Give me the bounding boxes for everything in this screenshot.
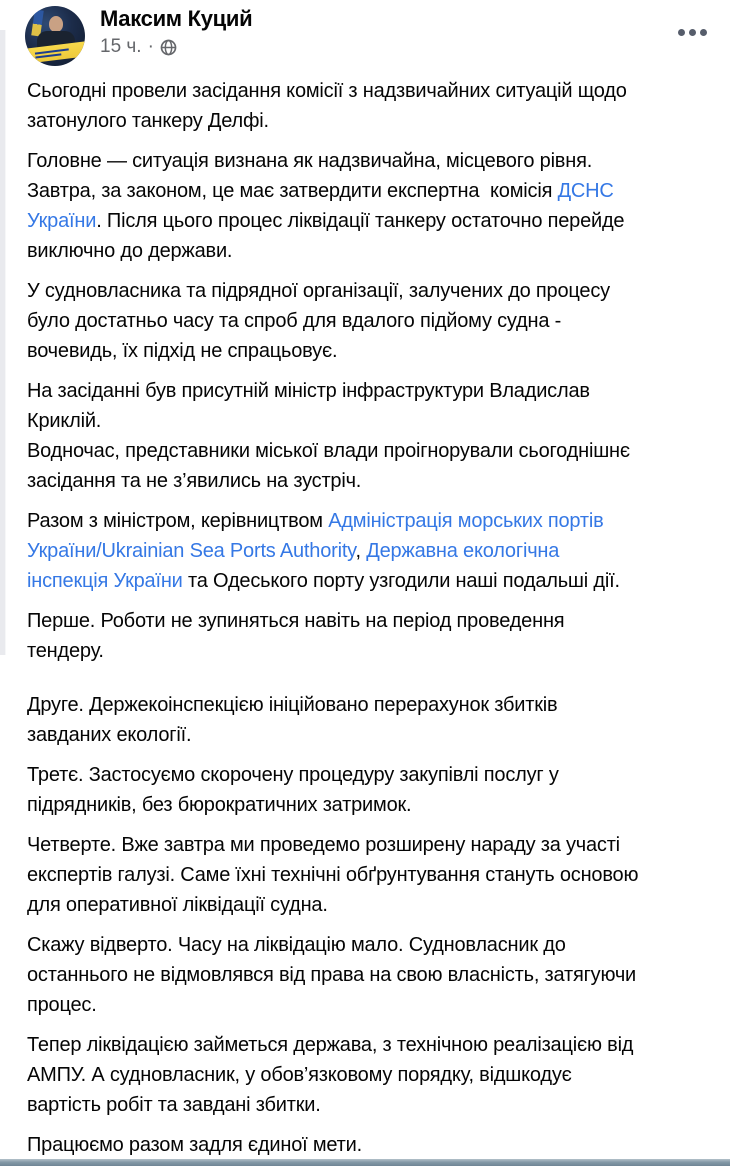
post-text-segment: На засіданні був присутній міністр інфраструктури Владислав — [27, 380, 590, 402]
post-meta[interactable] — [100, 36, 252, 58]
entity-link[interactable]: України — [27, 210, 97, 232]
post-text-segment: було достатньо часу та спроб для вдалого підйому судна - — [27, 310, 562, 332]
post-text-segment: Водночас, представники міської влади проігнорували сьогоднішнє — [27, 440, 630, 462]
post-text-segment: Тепер ліквідацією займеться держава, з технічною реалізацією від — [27, 1034, 634, 1056]
post-options-button[interactable] — [674, 25, 711, 40]
post-text-segment: Разом з міністром, керівництвом — [27, 510, 329, 532]
post-paragraph — [27, 506, 722, 596]
post-paragraph — [27, 930, 722, 1020]
post-text-line — [27, 790, 722, 820]
post-text-line — [27, 1030, 722, 1060]
post-text-segment: засідання та не з’явились на зустріч. — [27, 470, 362, 492]
post-text-segment: затонулого танкеру Делфі. — [27, 110, 269, 132]
post-text-line — [27, 536, 722, 566]
post-paragraph — [27, 146, 722, 266]
post-text-line — [27, 236, 722, 266]
avatar-person — [49, 16, 63, 32]
post-paragraph — [27, 606, 722, 666]
post-text-line — [27, 566, 722, 596]
post-text-line — [27, 466, 722, 496]
post-text-line — [27, 1060, 722, 1090]
post-text-segment: Сьогодні провели засідання комісії з надзвичайних ситуацій щодо — [27, 80, 627, 102]
post-paragraph — [27, 1130, 722, 1160]
post-text-segment: вартість робіт та завдані збитки. — [27, 1094, 321, 1116]
post-text-segment: Головне — ситуація визнана як надзвичайна, місцевого рівня. — [27, 150, 593, 172]
post-text-line — [27, 206, 722, 236]
post-paragraph — [27, 690, 722, 750]
post-text-line — [27, 606, 722, 636]
post-text-line — [27, 1090, 722, 1120]
meta-separator: · — [147, 36, 154, 57]
post-text-line — [27, 106, 722, 136]
entity-link[interactable]: інспекція України — [27, 570, 183, 592]
post-text-segment: останнього не відмовлявся від права на свою власність, затягуючи — [27, 964, 637, 986]
post-paragraph — [27, 76, 722, 136]
post-text-segment: для оперативної ліквідації судна. — [27, 894, 328, 916]
post-text-segment: . Після цього процес ліквідації танкеру остаточно перейде — [96, 210, 625, 232]
post-text-segment: завданих екології. — [27, 724, 192, 746]
post-text-segment: АМПУ. А судновласник, у обов’язковому порядку, відшкодує — [27, 1064, 572, 1086]
entity-link[interactable]: ДСНС — [557, 180, 614, 202]
post-paragraph — [27, 830, 722, 920]
post-text-segment: вочевидь, їх підхід не спрацьовує. — [27, 340, 338, 362]
avatar[interactable] — [25, 6, 85, 66]
post-text-line — [27, 890, 722, 920]
post-text-line — [27, 720, 722, 750]
post-text-line — [27, 146, 722, 176]
post-text-line — [27, 960, 722, 990]
post-text-segment: процес. — [27, 994, 97, 1016]
post-header — [0, 0, 730, 70]
ellipsis-dot — [689, 29, 696, 36]
entity-link[interactable]: Державна екологічна — [366, 540, 560, 562]
page-background-edge — [0, 30, 6, 655]
post-text-line — [27, 1130, 722, 1160]
post-text-line — [27, 930, 722, 960]
post-text-line — [27, 990, 722, 1020]
ellipsis-dot — [678, 29, 685, 36]
post-text-line — [27, 636, 722, 666]
post-text-segment: підрядників, без бюрократичних затримок. — [27, 794, 412, 816]
post-text-segment: Третє. Застосуємо скорочену процедуру закупівлі послуг у — [27, 764, 559, 786]
post-text-line — [27, 176, 722, 206]
post-text-line — [27, 760, 722, 790]
post-text-segment: Працюємо разом задля єдиної мети. — [27, 1134, 362, 1156]
post-text-segment: Друге. Держекоінспекцією ініційовано перерахунок збитків — [27, 694, 558, 716]
attachment-image-edge[interactable] — [0, 1159, 730, 1166]
post-paragraph — [27, 376, 722, 496]
entity-link[interactable]: Адміністрація морських портів — [328, 510, 604, 532]
post-text-segment: Завтра, за законом, це має затвердити експертна комісія — [27, 180, 558, 202]
post-paragraph — [27, 1030, 722, 1120]
entity-link[interactable]: України/Ukrainian Sea Ports Authority — [27, 540, 356, 562]
post-text-line — [27, 406, 722, 436]
post-text-segment: виключно до держави. — [27, 240, 233, 262]
post-text-segment: Четверте. Вже завтра ми проведемо розширену нараду за участі — [27, 834, 620, 856]
globe-icon — [160, 39, 177, 56]
post-text-line — [27, 830, 722, 860]
post-text-line — [27, 860, 722, 890]
post-text-line — [27, 376, 722, 406]
post-text — [0, 70, 730, 1160]
post-paragraph — [27, 760, 722, 820]
post-text-segment: Перше. Роботи не зупиняться навіть на період проведення — [27, 610, 565, 632]
post-text-line — [27, 336, 722, 366]
post-text-segment: Скажу відверто. Часу на ліквідацію мало. Судновласник до — [27, 934, 566, 956]
post-text-segment: та Одеського порту узгодили наші подальші дії. — [182, 570, 620, 592]
post-text-line — [27, 690, 722, 720]
post-timestamp[interactable]: 15 ч. — [100, 36, 142, 57]
post-text-segment: експертів галузі. Саме їхні технічні обґрунтування стануть основою — [27, 864, 639, 886]
avatar-ribbon — [25, 41, 85, 64]
post-text-line — [27, 506, 722, 536]
post-text-segment: тендеру. — [27, 640, 104, 662]
ellipsis-dot — [700, 29, 707, 36]
post-text-line — [27, 276, 722, 306]
post-text-segment: Криклій. — [27, 410, 102, 432]
post-text-segment: У судновласника та підрядної організації, залучених до процесу — [27, 280, 610, 302]
post-text-segment: , — [355, 540, 367, 562]
post-text-line — [27, 436, 722, 466]
author-name[interactable]: Максим Куций — [100, 6, 253, 31]
post-text-line — [27, 76, 722, 106]
post-text-line — [27, 306, 722, 336]
post-paragraph — [27, 276, 722, 366]
